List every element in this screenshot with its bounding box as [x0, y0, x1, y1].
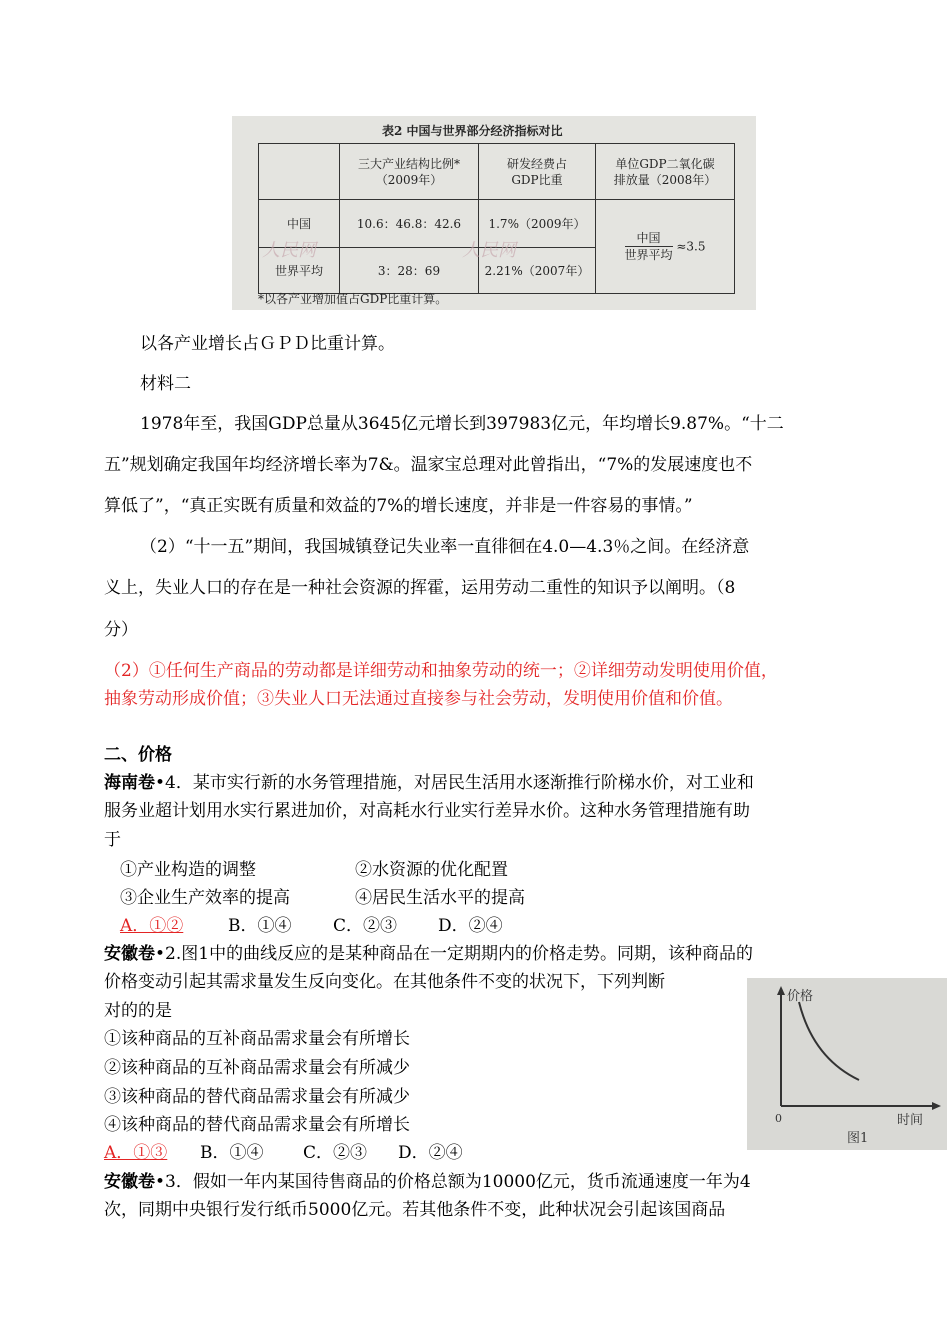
q2-option-1: ①该种商品的互补商品需求量会有所增长 [104, 1029, 410, 1049]
q4-option-3: ③企业生产效率的提高 [120, 888, 290, 908]
cell-co2-ratio: 中国 世界平均 ≈3.5 [596, 200, 735, 294]
figure-caption: 图1 [847, 1131, 869, 1146]
watermark-logo: 人民网 [262, 240, 316, 261]
section-title: 二、价格 [104, 745, 172, 765]
cell-china-ratio: 10.6：46.8：42.6 [340, 200, 479, 248]
price-curve-svg [747, 978, 947, 1150]
economic-indicator-table-image [232, 116, 756, 310]
question-2-line-2: 义上，失业人口的存在是一种社会资源的挥霍，运用劳动二重性的知识予以阐明。（8 [104, 578, 736, 598]
q4-choice-d: D．②④ [438, 916, 503, 936]
q2-choice-c: C．②③ [303, 1143, 368, 1163]
q4-choice-b: B．①④ [228, 916, 292, 936]
q2-choice-b: B．①④ [200, 1143, 264, 1163]
q3-source: 安徽卷 [104, 1172, 155, 1192]
q3-line-2: 次，同期中央银行发行纸币5000亿元。若其他条件不变，此种状况会引起该国商品 [104, 1200, 726, 1220]
q2-answer: A．①③ [104, 1143, 168, 1163]
table-footnote: *以各产业增加值占GDP比重计算。 [258, 292, 448, 306]
x-axis-arrow [932, 1102, 941, 1110]
q4-option-2: ②水资源的优化配置 [355, 860, 508, 880]
answer-line-1: （2）①任何生产商品的劳动都是详细劳动和抽象劳动的统一；②详细劳动发明使用价值， [104, 661, 778, 681]
q2-line-2: 价格变动引起其需求量发生反向变化。在其他条件不变的状况下，下列判断 [104, 972, 665, 992]
price-curve [799, 1002, 859, 1080]
q4-answer: A．①② [120, 916, 184, 936]
q2-line-1: 安徽卷•2.图1中的曲线反应的是某种商品在一定期期内的价格走势。同期，该种商品的 [104, 944, 754, 964]
cell-world-ratio: 3：28：69 [340, 248, 479, 294]
cell-world-rd: 2.21%（2007年） [479, 248, 596, 294]
answer-line-2: 抽象劳动形成价值；③失业人口无法通过直接参与社会劳动，发明使用价值和价值。 [104, 689, 733, 709]
comparison-table [258, 143, 735, 294]
q2-line-3: 对的的是 [104, 1001, 172, 1021]
table-caption: 表2 中国与世界部分经济指标对比 [382, 124, 563, 138]
row-label-china: 中国 [259, 200, 340, 248]
material-two-line-3: 算低了”，“真正实既有质量和效益的7%的增长速度，并非是一件容易的事情。” [104, 496, 693, 516]
q3-line-1: 安徽卷•3．假如一年内某国待售商品的价格总额为10000亿元，货币流通速度一年为4 [104, 1172, 751, 1192]
material-two-line-2: 五”规划确定我国年均经济增长率为7&。温家宝总理对此曾指出，“7%的发展速度也不 [104, 455, 753, 475]
y-axis-arrow [777, 986, 785, 995]
q4-source: 海南卷 [104, 773, 155, 793]
row-label-world: 世界平均 [259, 248, 340, 294]
q4-option-1: ①产业构造的调整 [120, 860, 256, 880]
q4-choice-c: C．②③ [333, 916, 398, 936]
q2-choice-d: D．②④ [398, 1143, 463, 1163]
q2-option-2: ②该种商品的互补商品需求量会有所减少 [104, 1058, 410, 1078]
q4-option-4: ④居民生活水平的提高 [355, 888, 525, 908]
header-co2: 单位GDP二氧化碳 排放量（2008年） [596, 144, 735, 200]
y-axis-label: 价格 [787, 989, 814, 1004]
q2-source: 安徽卷 [104, 944, 155, 964]
q2-option-4: ④该种商品的替代商品需求量会有所增长 [104, 1115, 410, 1135]
x-axis-label: 时间 [897, 1113, 924, 1128]
question-2-line-3: 分） [104, 620, 138, 640]
material-two-line-1: 1978年至，我国GDP总量从3645亿元增长到397983亿元，年均增长9.87%。“十二 [140, 414, 784, 434]
figure-1-price-curve-image [747, 978, 947, 1150]
origin-label: 0 [775, 1112, 782, 1125]
header-structure: 三大产业结构比例* （2009年） [340, 144, 479, 200]
q2-option-3: ③该种商品的替代商品需求量会有所减少 [104, 1087, 410, 1107]
watermark-logo-2: 人民网 [462, 240, 516, 261]
question-2-line-1: （2）“十一五”期间，我国城镇登记失业率一直徘徊在4.0—4.3％之间。在经济意 [140, 537, 750, 557]
q4-line-1: 海南卷•4．某市实行新的水务管理措施，对居民生活用水逐渐推行阶梯水价，对工业和 [104, 773, 754, 793]
material-two-heading: 材料二 [140, 374, 191, 394]
header-rd: 研发经费占 GDP比重 [479, 144, 596, 200]
q4-line-2: 服务业超计划用水实行累进加价，对高耗水行业实行差异水价。这种水务管理措施有助 [104, 801, 750, 821]
q4-line-3: 于 [104, 830, 121, 850]
paragraph-note: 以各产业增长占ＧＰＤ比重计算。 [140, 334, 395, 354]
cell-china-rd: 1.7%（2009年） [479, 200, 596, 248]
